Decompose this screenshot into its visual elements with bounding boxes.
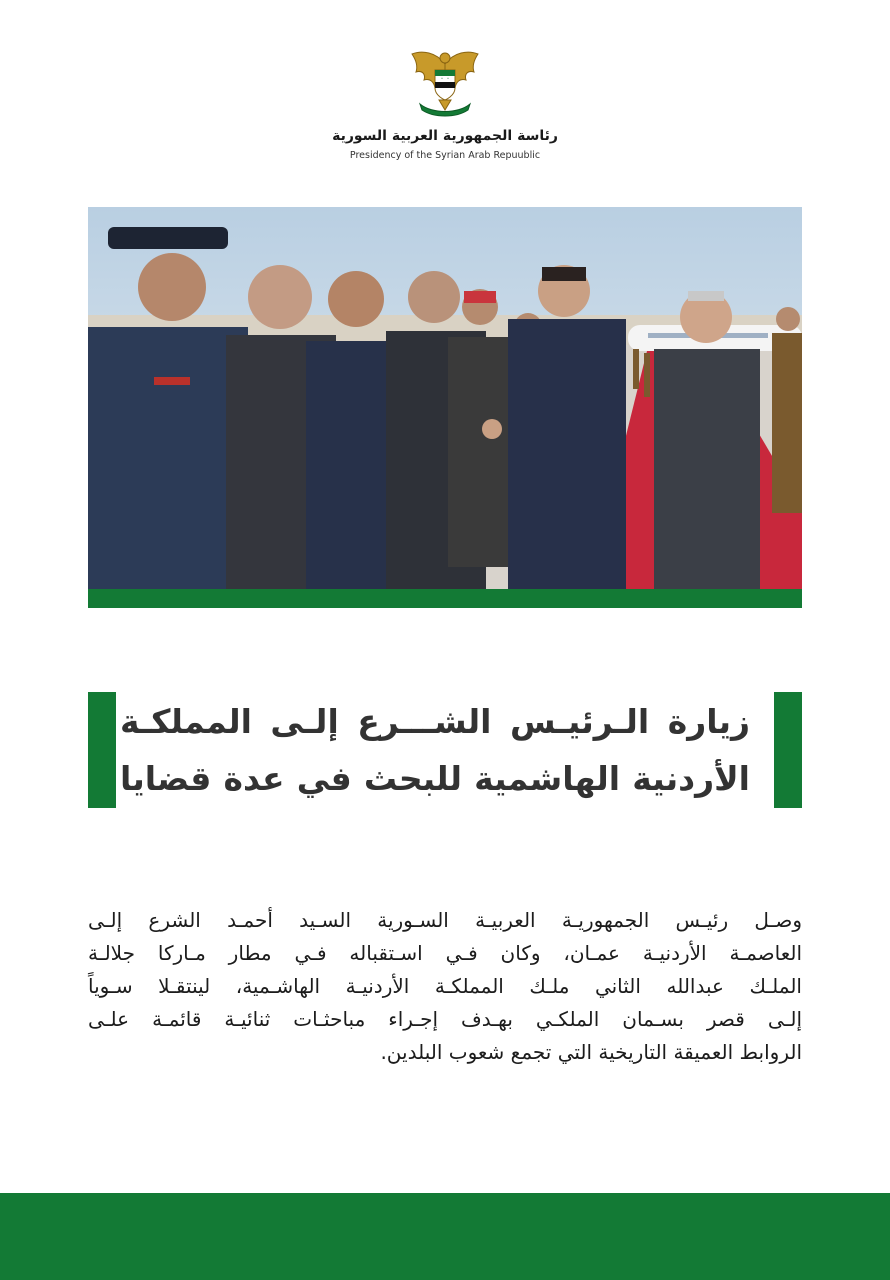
syrian-eagle-emblem-icon	[408, 44, 482, 118]
article-body	[88, 904, 802, 1069]
organization-name-english: Presidency of the Syrian Arab Repuublic	[349, 150, 541, 161]
footer-bar	[0, 1193, 890, 1280]
headline-line: الأردنية الهاشمية للبحث في عدة قضايا	[120, 759, 750, 798]
body-line: الروابط العميقة التاريخية التي تجمع شعوب البلدين.	[380, 1040, 802, 1064]
body-line: وصـل رئيـس الجمهوريـة العربيـة السـورية السـيد أحمـد الشرع إلـى	[88, 908, 802, 932]
headline	[120, 693, 750, 807]
body-line: إلـى قصر بسـمان الملكـي بهـدف إجـراء مباحثـات ثنائيـة قائمـة علـى	[88, 1007, 802, 1031]
title-accent-bar-left	[88, 692, 116, 808]
official-visit-photo	[88, 207, 802, 589]
body-line: الملـك عبدالله الثاني ملـك المملكـة الأردنيـة الهاشـمية، لينتقـلا سـوياً	[88, 974, 802, 998]
title-accent-bar-right	[774, 692, 802, 808]
headline-line: زيارة الـرئيـس الشـــرع إلـى المملكـة	[120, 702, 750, 741]
organization-name-arabic: رئاسة الجمهورية العربية السورية	[332, 128, 558, 144]
body-line: العاصمـة الأردنيـة عمـان، وكان فـي اسـتقباله فـي مطار مـاركا جلالـة	[88, 941, 802, 965]
photo-accent-bar	[88, 589, 802, 608]
